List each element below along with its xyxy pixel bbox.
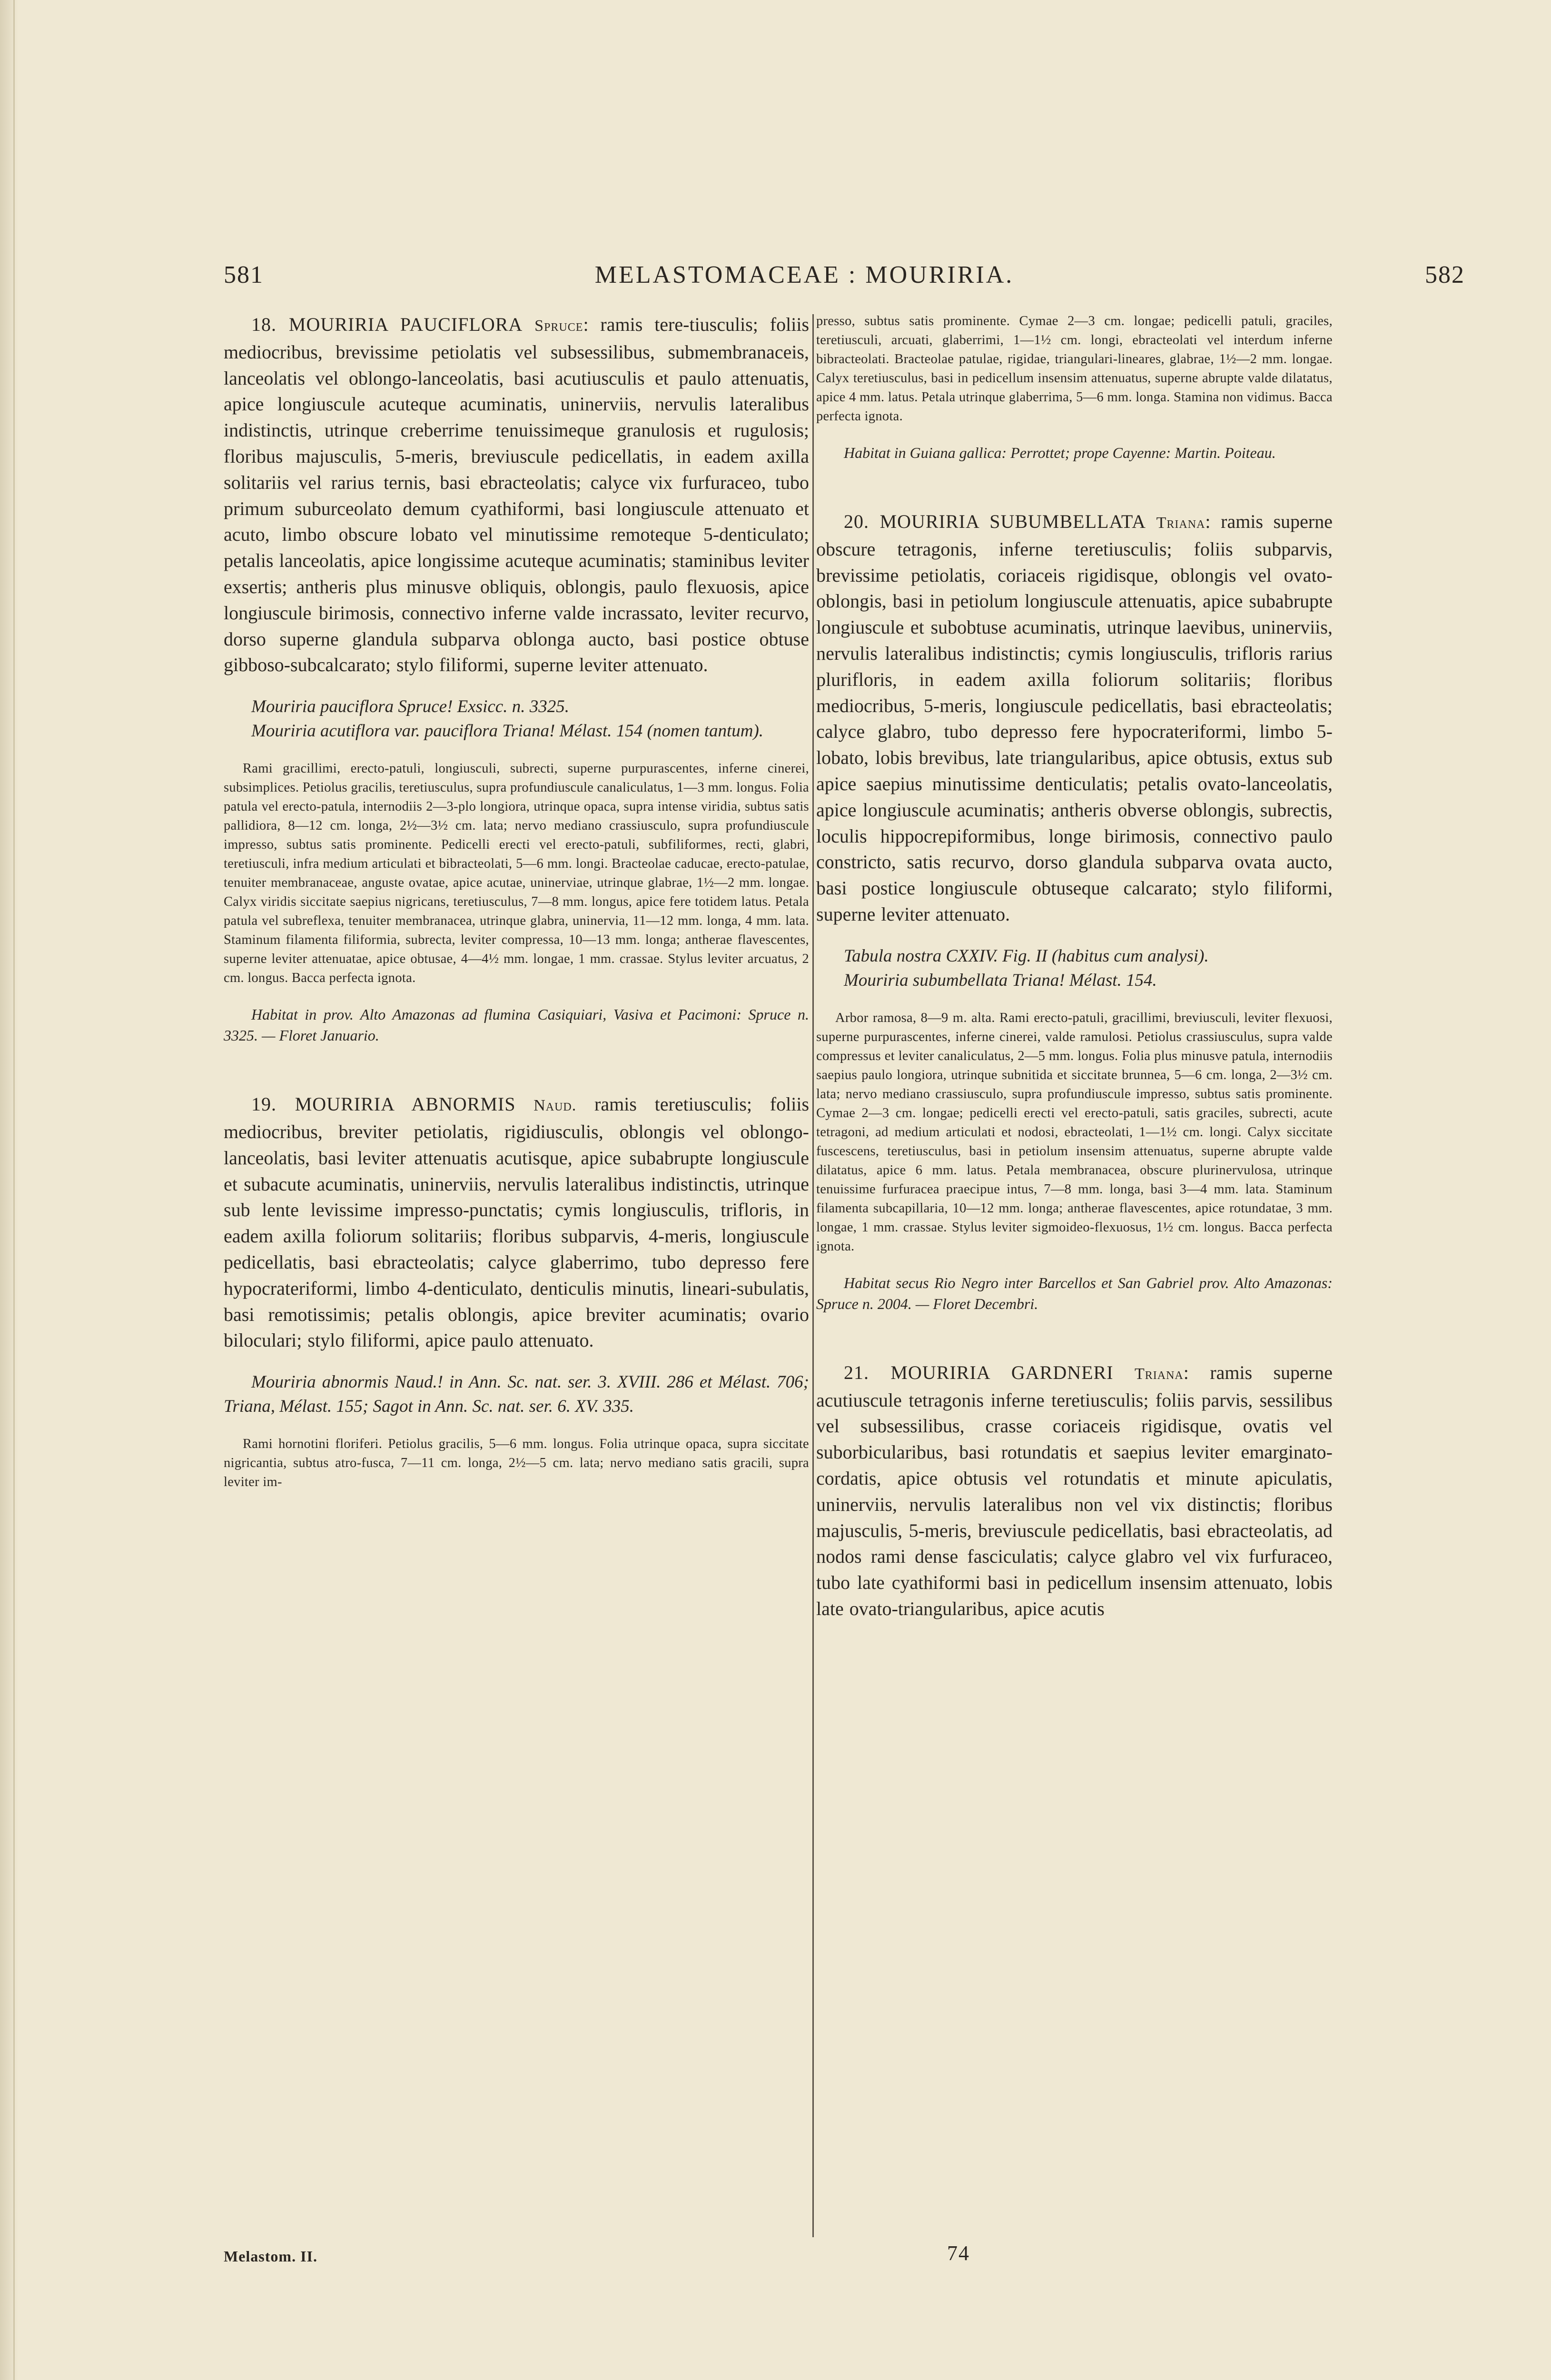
right-column xyxy=(816,312,1333,2225)
species-19-reference: Mouriria abnormis Naud.! in Ann. Sc. nat. ser. 3. XVIII. 286 et Mélast. 706; Triana, Mélast. 155; Sagot in Ann. Sc. nat. ser. 6. XV. 335. xyxy=(224,1372,809,1417)
species-18-reference-1: Mouriria pauciflora Spruce! Exsicc. n. 3325. xyxy=(251,697,569,717)
species-21-text: : ramis superne acutiuscule tetragonis inferne teretiusculis; foliis parvis, sessilibus vel subsessilibus, crasse coriaceis rigidisque, ovatis vel suborbicularibus, basi rotundatis et saepius leviter emarginato-cordatis, apice obtusis vel rotundatis et minute apiculatis, uninerviis, nervulis lateralibus non vel vix distinctis; floribus majusculis, 5-meris, breviuscule pedicellatis, basi ebracteolatis, ad nodos rami dense fasciculatis; calyce glabro vel vix furfuraceo, tubo late cyathiformi basi in pedicellum insensim attenuato, lobis late ovato-triangularibus, apice acutis xyxy=(816,1361,1333,1619)
species-21-heading: 21. MOURIRIA GARDNERI xyxy=(844,1361,1114,1383)
left-column xyxy=(224,312,809,2225)
species-21-author: Triana xyxy=(1135,1365,1184,1383)
column-divider xyxy=(812,314,814,2237)
species-18-author: Spruce xyxy=(534,317,583,335)
signature-mark: 74 xyxy=(947,2241,970,2265)
species-19-text: ramis teretiusculis; foliis mediocribus, breviter petiolatis, rigidiusculis, oblongis vel oblongo-lanceolatis, basi leviter attenuatis acutisque, apice subabrupte longiuscule et subacute acuminatis, uninerviis, nervulis lateralibus indistinctis, utrinque sub lente levissime impresso-punctatis; cymis longiusculis, trifloris, in eadem axilla foliorum solitariis; floribus subparvis, 4-meris, longiuscule pedicellatis, basi ebracteolatis; calyce glaberrimo, tubo depresso fere hypocrateriformi, limbo 4-denticulato, denticulis minutis, lineari-subulatis, basi remotissimis; petalis oblongis, apice breviter acuminatis; ovario biloculari; stylo filiformi, apice paulo attenuato. xyxy=(224,1093,809,1351)
species-20-diagnosis xyxy=(816,509,1333,928)
species-20-text: : ramis superne obscure tetragonis, inferne teretiusculis; foliis subparvis, brevissime petiolatis, coriaceis rigidisque, oblongis vel ovato-oblongis, basi in petiolum longiuscule attenuatis, apice subabrupte longiuscule et subobtuse acuminatis, utrinque laevibus, uninerviis, nervulis lateralibus indistinctis; cymis longiusculis, trifloris rarius plurifloris, in eadem axilla foliorum solitariis; floribus mediocribus, 5-meris, longiuscule pedicellatis, basi ebracteolatis; calyce glabro, tubo depresso fere hypocrateriformi, limbo 5-lobato, lobis brevibus, late triangularibus, apice obtusis, extus sub apice saepius minutissime denticulatis; petalis ovato-lanceolatis, apice longiuscule acuminatis; antheris obverse oblongis, subrectis, loculis hippocrepiformibus, longe birimosis, connectivo paulo constricto, satis recurvo, dorso glandula subparva ovata aucto, basi postice longiuscule obtuseque calcarato; stylo filiformi, superne leviter attenuato. xyxy=(816,511,1333,925)
species-18-reference-2: Mouriria acutiflora var. pauciflora Triana! Mélast. 154 (nomen tantum). xyxy=(251,721,764,741)
species-20-heading: 20. MOURIRIA SUBUMBELLATA xyxy=(844,511,1146,532)
species-19-author: Naud. xyxy=(533,1097,577,1115)
volume-footer: Melastom. II. xyxy=(224,2248,317,2265)
species-19-description-cont: presso, subtus satis prominente. Cymae 2—3 cm. longae; pedicelli patuli, graciles, teretiusculi, arcuati, glaberrimi, 1—1½ cm. longi, ebracteolati vel interdum inferne bibracteolati. Bracteolae patulae, rigidae, triangulari-lineares, glabrae, 1½—2 mm. longae. Calyx teretiusculus, basi in pedicellum insensim attenuatus, superne abrupte valde dilatatus, apice 4 mm. latus. Petala utrinque glaberrima, 5—6 mm. longa. Stamina non vidimus. Bacca perfecta ignota. xyxy=(816,314,1333,424)
species-19-description: Rami hornotini floriferi. Petiolus gracilis, 5—6 mm. longus. Folia utrinque opaca, supra siccitate nigricantia, subtus atro-fusca, 7—11 cm. longa, 2½—5 cm. lata; nervo mediano satis gracili, supra leviter im- xyxy=(224,1437,809,1490)
page-number-right: 582 xyxy=(1425,261,1465,288)
running-title: MELASTOMACEAE : MOURIRIA. xyxy=(594,261,1014,288)
species-19-habitat: Habitat in Guiana gallica: Perrottet; prope Cayenne: Martin. Poiteau. xyxy=(844,444,1276,461)
species-20-author: Triana xyxy=(1156,514,1205,532)
page-edge-shadow xyxy=(0,0,18,2380)
species-18-text: : ramis tere-tiusculis; foliis mediocribus, brevissime petiolatis vel subsessilibus, submembranaceis, lanceolatis vel oblongo-lanceolatis, basi acutiusculis et paulo attenuatis, apice longiuscule acuteque acuminatis, uninerviis, nervulis lateralibus indistinctis, utrinque creberrime tenuissimeque granulosis et rugulosis; floribus majusculis, 5-meris, breviuscule pedicellatis, in eadem axilla solitariis vel rarius ternis, basi ebracteolatis; calyce vix furfuraceo, tubo primum suburceolato demum cyathiformi, basi longiuscule attenuato et acuto, limbo obscure lobato vel minutissime remoteque 5-denticulato; petalis lanceolatis, apice longissime acuteque acuminatis; staminibus leviter exsertis; antheris plus minusve obliquis, oblongis, paulo flexuosis, apice longiuscule birimosis, connectivo inferne valde incrassato, leviter recurvo, dorso superne glandula subparva oblonga aucto, basi postice obtuse gibboso-subcalcarato; stylo filiformi, superne leviter attenuato. xyxy=(224,314,809,676)
species-19-heading: 19. MOURIRIA ABNORMIS xyxy=(251,1093,516,1115)
species-18-diagnosis xyxy=(224,312,809,678)
species-18-habitat: Habitat in prov. Alto Amazonas ad flumina Casiquiari, Vasiva et Pacimoni: Spruce n. 3325. — Floret Januario. xyxy=(224,1006,809,1044)
species-18-heading: 18. MOURIRIA PAUCIFLORA xyxy=(251,314,523,335)
species-20-plate-reference: Tabula nostra CXXIV. Fig. II (habitus cum analysi). xyxy=(844,946,1209,966)
species-18-description: Rami gracillimi, erecto-patuli, longiusculi, subrecti, superne purpurascentes, inferne cinerei, subsimplices. Petiolus gracilis, teretiusculus, supra profundiuscule canaliculatus, 1—3 mm. longus. Folia patula vel erecto-patula, internodiis 2—3-plo longiora, utrinque opaca, supra intense viridia, subtus satis pallidiora, 8—12 cm. longa, 2½—3½ cm. lata; nervo mediano crassiusculo, supra profundiuscule impresso, subtus satis prominente. Pedicelli erecti vel erecto-patuli, subfiliformes, recti, glabri, teretiusculi, infra medium articulati et bibracteolati, 5—6 mm. longi. Bracteolae caducae, erecto-patulae, tenuiter membranaceae, anguste ovatae, apice acutae, uninerviae, utrinque glabrae, 1½—2 mm. longae. Calyx viridis siccitate saepius nigricans, teretiusculus, 7—8 mm. longus, apice fere totidem latus. Petala patula vel subreflexa, tenuiter membranacea, utrinque glabra, uninervia, 11—12 mm. longa, 4 mm. lata. Staminum filamenta filiformia, subrecta, leviter compressa, 10—13 mm. longa; antherae flavescentes, superne leviter attenuatae, apice obtusae, 4—4½ mm. longae, 1 mm. crassae. Stylus leviter arcuatus, 2 cm. longus. Bacca perfecta ignota. xyxy=(224,761,809,986)
species-20-reference: Mouriria subumbellata Triana! Mélast. 154. xyxy=(844,970,1157,990)
page-number-left: 581 xyxy=(224,261,264,288)
species-20-habitat: Habitat secus Rio Negro inter Barcellos et San Gabriel prov. Alto Amazonas: Spruce n. 2004. — Floret Decembri. xyxy=(816,1274,1333,1312)
species-21-diagnosis xyxy=(816,1360,1333,1622)
species-19-diagnosis xyxy=(224,1091,809,1354)
species-20-description: Arbor ramosa, 8—9 m. alta. Rami erecto-patuli, gracillimi, breviusculi, leviter flexuosi, superne purpurascentes, inferne cinerei, valde ramulosi. Petiolus crassiusculus, supra valde compressus et leviter canaliculatus, 2—5 mm. longus. Folia plus minusve patula, internodiis saepius paulo longiora, utrinque subnitida et siccitate brunnea, 5—6 cm. longa, 2—3½ cm. lata; nervo mediano crassiusculo, supra profundiuscule impresso, subtus satis prominente. Cymae 2—3 cm. longae; pedicelli erecti vel erecto-patuli, satis graciles, subrecti, acute tetragoni, ad medium articulati et nodosi, ebracteolati, 1—1½ cm. longi. Calyx siccitate fuscescens, teretiusculus, basi in petiolum insensim attenuatus, superne abrupte valde dilatatus, apice 6 mm. latus. Petala membranacea, obscure plurinervulosa, utrinque tenuissime furfuracea praecipue intus, 7—8 mm. longa, basi 3—4 mm. lata. Staminum filamenta subcapillaria, 10—12 mm. longa; antherae flavescentes, apice rotundatae, 3 mm. longae, 1 mm. crassae. Stylus leviter sigmoideo-flexuosus, 1½ cm. longus. Bacca perfecta ignota. xyxy=(816,1010,1333,1254)
spine-line xyxy=(13,0,15,2380)
